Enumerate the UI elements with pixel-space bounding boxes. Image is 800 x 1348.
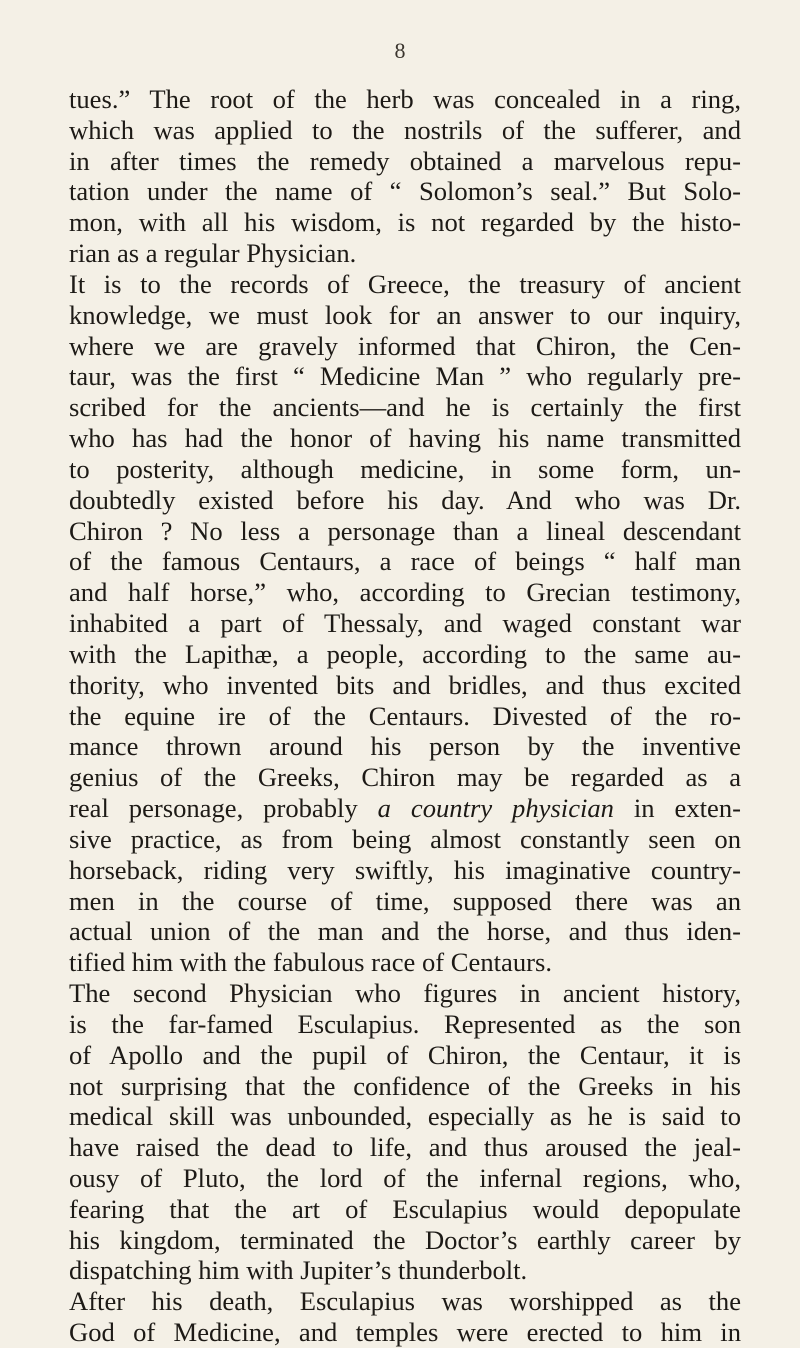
text-line: of Apollo and the pupil of Chiron, the Centaur, it is bbox=[69, 1039, 741, 1070]
text-line: not surprising that the confidence of the Greeks in his bbox=[69, 1070, 741, 1101]
text-segment: real personage, probably bbox=[69, 793, 378, 824]
text-line: doubtedly existed before his day. And who was Dr. bbox=[69, 484, 741, 515]
text-line: Chiron ? No less a personage than a lineal descendant bbox=[69, 515, 741, 546]
text-line: have raised the dead to life, and thus aroused the jeal- bbox=[69, 1132, 741, 1163]
text-line: of the famous Centaurs, a race of beings “ half man bbox=[69, 546, 741, 577]
italic-phrase: a country physician bbox=[377, 793, 614, 824]
text-line: his kingdom, terminated the Doctor’s earthly career by bbox=[69, 1224, 741, 1255]
text-line: mon, with all his wisdom, is not regarded by the histo- bbox=[69, 207, 741, 238]
page-number: 8 bbox=[394, 38, 406, 63]
text-line: scribed for the ancients—and he is certainly the first bbox=[69, 392, 741, 423]
text-line: is the far-famed Esculapius. Represented as the son bbox=[69, 1008, 741, 1039]
text-line: After his death, Esculapius was worshipped as the bbox=[69, 1286, 741, 1317]
body-text bbox=[69, 84, 741, 1348]
text-line: tation under the name of “ Solomon’s seal.” But Solo- bbox=[69, 176, 741, 207]
text-line: to posterity, although medicine, in some form, un- bbox=[69, 453, 741, 484]
text-line: in after times the remedy obtained a marvelous repu- bbox=[69, 145, 741, 176]
text-line: thority, who invented bits and bridles, and thus excited bbox=[69, 669, 741, 700]
text-line: which was applied to the nostrils of the sufferer, and bbox=[69, 114, 741, 145]
text-line: knowledge, we must look for an answer to our inquiry, bbox=[69, 299, 741, 330]
text-line: the equine ire of the Centaurs. Divested of the ro- bbox=[69, 700, 741, 731]
text-line: actual union of the man and the horse, and thus iden- bbox=[69, 916, 741, 947]
text-line: men in the course of time, supposed there was an bbox=[69, 885, 741, 916]
text-line: rian as a regular Physician. bbox=[69, 238, 357, 269]
text-line: The second Physician who figures in ancient history, bbox=[69, 978, 741, 1009]
text-line: mance thrown around his person by the inventive bbox=[69, 731, 741, 762]
text-line: God of Medicine, and temples were erected to him in bbox=[69, 1317, 741, 1348]
text-segment: in exten- bbox=[613, 793, 741, 824]
text-line: where we are gravely informed that Chiron, the Cen- bbox=[69, 330, 741, 361]
text-line: medical skill was unbounded, especially as he is said to bbox=[69, 1101, 741, 1132]
text-line: tified him with the fabulous race of Centaurs. bbox=[69, 947, 552, 978]
text-line: fearing that the art of Esculapius would depopulate bbox=[69, 1193, 741, 1224]
text-line: It is to the records of Greece, the treasury of ancient bbox=[69, 268, 741, 299]
text-line: taur, was the first “ Medicine Man ” who regularly pre- bbox=[69, 361, 741, 392]
text-line: genius of the Greeks, Chiron may be regarded as a bbox=[69, 762, 741, 793]
text-line bbox=[69, 793, 741, 824]
text-line: horseback, riding very swiftly, his imaginative country- bbox=[69, 854, 741, 885]
text-line: sive practice, as from being almost constantly seen on bbox=[69, 823, 741, 854]
text-line: inhabited a part of Thessaly, and waged constant war bbox=[69, 608, 741, 639]
text-line: with the Lapithæ, a people, according to the same au- bbox=[69, 638, 741, 669]
text-line: who has had the honor of having his name transmitted bbox=[69, 423, 741, 454]
text-line: dispatching him with Jupiter’s thunderbolt. bbox=[69, 1255, 528, 1286]
text-line: ousy of Pluto, the lord of the infernal regions, who, bbox=[69, 1162, 741, 1193]
text-line: tues.” The root of the herb was concealed in a ring, bbox=[69, 84, 741, 114]
text-line: and half horse,” who, according to Grecian testimony, bbox=[69, 577, 741, 608]
